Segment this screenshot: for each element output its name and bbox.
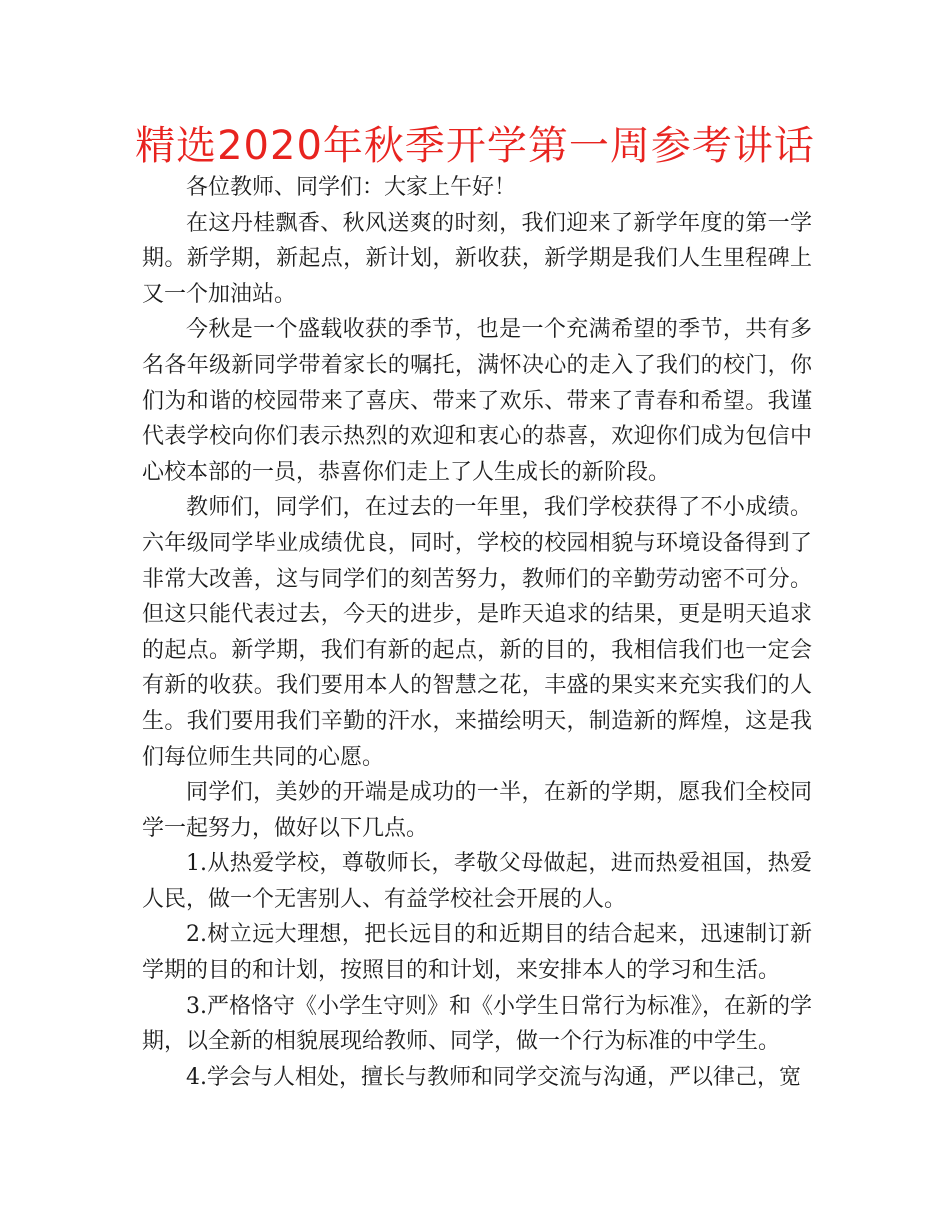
greeting-paragraph: 各位教师、同学们：大家上午好！ bbox=[186, 175, 517, 200]
list-item-1: 1.从热爱学校，尊敬师长，孝敬父母做起，进而热爱祖国，热爱人民，做一个无害别人、有益学校社会开展的人。 bbox=[142, 851, 812, 912]
welcome-paragraph: 今秋是一个盛载收获的季节，也是一个充满希望的季节，共有多名各年级新同学带着家长的嘱托，满怀决心的走入了我们的校门，你们为和谐的校园带来了喜庆、带来了欢乐、带来了青春和希望。我谨代表学校向你们表示热烈的欢迎和衷心的恭喜，欢迎你们成为包信中心校本部的一员，恭喜你们走上了人生成长的新阶段。 bbox=[142, 317, 812, 485]
document-body bbox=[142, 170, 812, 1095]
list-item-4: 4.学会与人相处，擅长与教师和同学交流与沟通，严以律己，宽 bbox=[186, 1064, 801, 1090]
call-to-action-paragraph: 同学们，美妙的开端是成功的一半，在新的学期，愿我们全校同学一起努力，做好以下几点。 bbox=[142, 780, 812, 841]
document-title: 精选2020年秋季开学第一周参考讲话 bbox=[135, 123, 815, 169]
list-item-2: 2.树立远大理想，把长远目的和近期目的结合起来，迅速制订新学期的目的和计划，按照目的和计划，来安排本人的学习和生活。 bbox=[142, 922, 812, 984]
intro-paragraph: 在这丹桂飘香、秋风送爽的时刻，我们迎来了新学年度的第一学期。新学期，新起点，新计划，新收获，新学期是我们人生里程碑上又一个加油站。 bbox=[142, 210, 812, 307]
list-item-3: 3.严格恪守《小学生守则》和《小学生日常行为标准》，在新的学期，以全新的相貌展现给教师、同学，做一个行为标准的中学生。 bbox=[142, 993, 812, 1055]
review-paragraph: 教师们，同学们，在过去的一年里，我们学校获得了不小成绩。六年级同学毕业成绩优良，同时，学校的校园相貌与环境设备得到了非常大改善，这与同学们的刻苦努力，教师们的辛勤劳动密不可分。但这只能代表过去，今天的进步，是昨天追求的结果，更是明天追求的起点。新学期，我们有新的起点，新的目的，我相信我们也一定会有新的收获。我们要用本人的智慧之花，丰盛的果实来充实我们的人生。我们要用我们辛勤的汗水，来描绘明天，制造新的辉煌，这是我们每位师生共同的心愿。 bbox=[142, 495, 812, 770]
